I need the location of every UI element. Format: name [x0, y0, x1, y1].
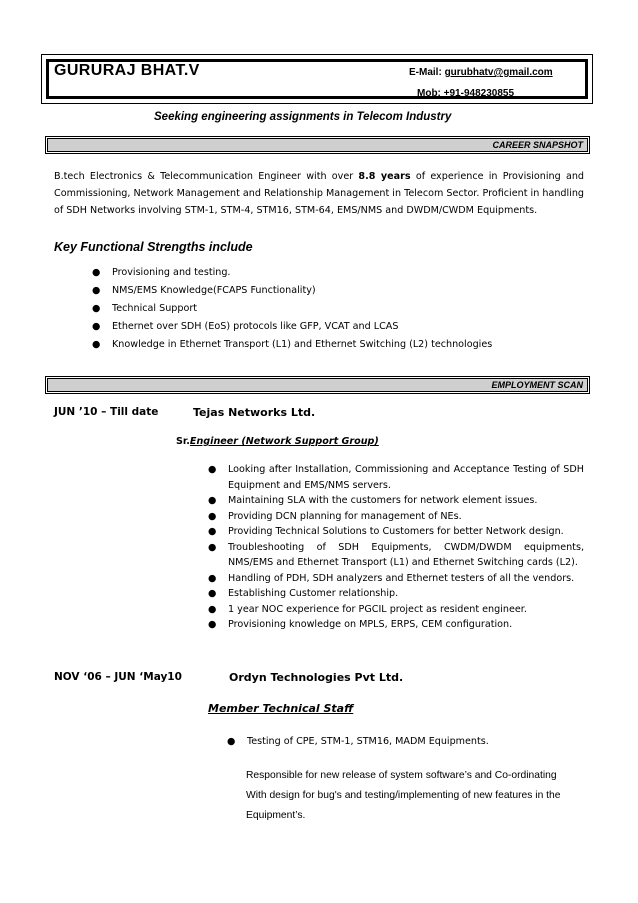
objective-statement: Seeking engineering assignments in Telecom Industry [154, 111, 452, 123]
bullet-icon: ● [208, 495, 217, 506]
bullet-icon: ● [92, 339, 101, 350]
strength-text: NMS/EMS Knowledge(FCAPS Functionality) [112, 285, 316, 296]
job2-company: Ordyn Technologies Pvt Ltd. [229, 671, 404, 684]
note-line: Equipment’s. [246, 810, 306, 821]
candidate-name: GURURAJ BHAT.V [54, 62, 200, 79]
duty-text: Looking after Installation, Commissioning and Acceptance Testing of SDH Equipment and EMS/NMS servers. [228, 464, 584, 491]
strengths-title: Key Functional Strengths include [54, 240, 253, 254]
job1-title-text: Engineer (Network Support Group) [189, 436, 379, 447]
list-item [208, 493, 584, 509]
list-item [208, 540, 584, 571]
bullet-icon: ● [208, 619, 217, 630]
note-line: With design for bug's and testing/implementing of new features in the [246, 790, 561, 801]
duty-text: 1 year NOC experience for PGCIL project as resident engineer. [228, 603, 527, 615]
job2-duties [227, 734, 587, 750]
list-item [208, 602, 584, 618]
duty-text: Maintaining SLA with the customers for network element issues. [228, 495, 538, 506]
duty-text: Providing Technical Solutions to Customers for better Network design. [228, 526, 564, 537]
bullet-icon: ● [208, 526, 217, 537]
employment-scan-heading: EMPLOYMENT SCAN [491, 380, 583, 390]
bullet-icon: ● [208, 572, 217, 584]
strength-text: Knowledge in Ethernet Transport (L1) and Ethernet Switching (L2) technologies [112, 339, 493, 350]
strength-text: Ethernet over SDH (EoS) protocols like GFP, VCAT and LCAS [112, 321, 399, 332]
email-line [409, 67, 553, 78]
bullet-icon: ● [92, 303, 101, 314]
bullet-icon: ● [227, 736, 236, 747]
email-link[interactable]: gurubhatv@gmail.com [444, 67, 553, 78]
employment-scan-bar [47, 378, 588, 392]
strength-text: Technical Support [112, 303, 198, 314]
note-line: Responsible for new release of system software’s and Co-ordinating [246, 770, 557, 781]
bullet-icon: ● [92, 285, 101, 296]
list-item [92, 318, 492, 336]
career-summary [54, 168, 584, 219]
list-item [92, 336, 493, 354]
summary-years: 8.8 years [358, 171, 411, 182]
job1-title-prefix: Sr. [176, 436, 190, 447]
job2-title: Member Technical Staff [208, 702, 354, 715]
list-item [208, 586, 584, 602]
bullet-icon: ● [208, 588, 217, 599]
list-item [208, 617, 584, 633]
bullet-icon: ● [208, 541, 217, 553]
bullet-icon: ● [208, 464, 217, 475]
list-item [92, 300, 492, 318]
duty-text: Testing of CPE, STM-1, STM16, MADM Equipments. [247, 736, 489, 747]
strengths-list [92, 264, 493, 354]
career-snapshot-heading: CAREER SNAPSHOT [492, 140, 583, 150]
bullet-icon: ● [208, 510, 217, 522]
list-item [208, 509, 584, 525]
bullet-icon: ● [92, 321, 101, 332]
mobile-number: Mob: +91-948230855 [417, 88, 515, 99]
duty-text: Handling of PDH, SDH analyzers and Ethernet testers of all the vendors. [228, 572, 575, 584]
list-item [208, 571, 584, 587]
job1-company: Tejas Networks Ltd. [193, 406, 316, 419]
list-item [92, 264, 492, 282]
job2-dates: NOV ‘06 – JUN ‘May10 [54, 671, 182, 683]
duty-text: Provisioning knowledge on MPLS, ERPS, CEM configuration. [228, 619, 513, 630]
strength-text: Provisioning and testing. [112, 267, 231, 278]
job1-dates: JUN ’10 – Till date [54, 406, 159, 418]
job2-responsibility-note [246, 766, 591, 826]
bullet-icon: ● [208, 603, 217, 615]
list-item [208, 462, 584, 493]
bullet-icon: ● [92, 267, 101, 278]
duty-text: Providing DCN planning for management of NEs. [228, 510, 462, 522]
job1-duties [208, 462, 584, 633]
list-item [208, 524, 584, 540]
career-snapshot-bar [47, 138, 588, 152]
list-item [92, 282, 492, 300]
job1-title [176, 436, 379, 447]
duty-text: Troubleshooting of SDH Equipments, CWDM/DWDM equipments, NMS/EMS and Ethernet Transport (L1) and Ethernet Switching cards (L2). [228, 541, 584, 568]
summary-text-end: of experience in Provisioning and Commissioning, Network Management and Relationship Management in Telecom Sector. Proficient in handling of SDH Networks involving STM-1, STM-4, STM16, STM-64, EMS/NMS and DWDM/CWDM Equipments. [54, 171, 584, 216]
duty-text: Establishing Customer relationship. [228, 588, 399, 599]
list-item [227, 734, 587, 750]
summary-text-start: B.tech Electronics & Telecommunication Engineer with over [54, 171, 359, 182]
email-label: E-Mail: [409, 67, 442, 78]
